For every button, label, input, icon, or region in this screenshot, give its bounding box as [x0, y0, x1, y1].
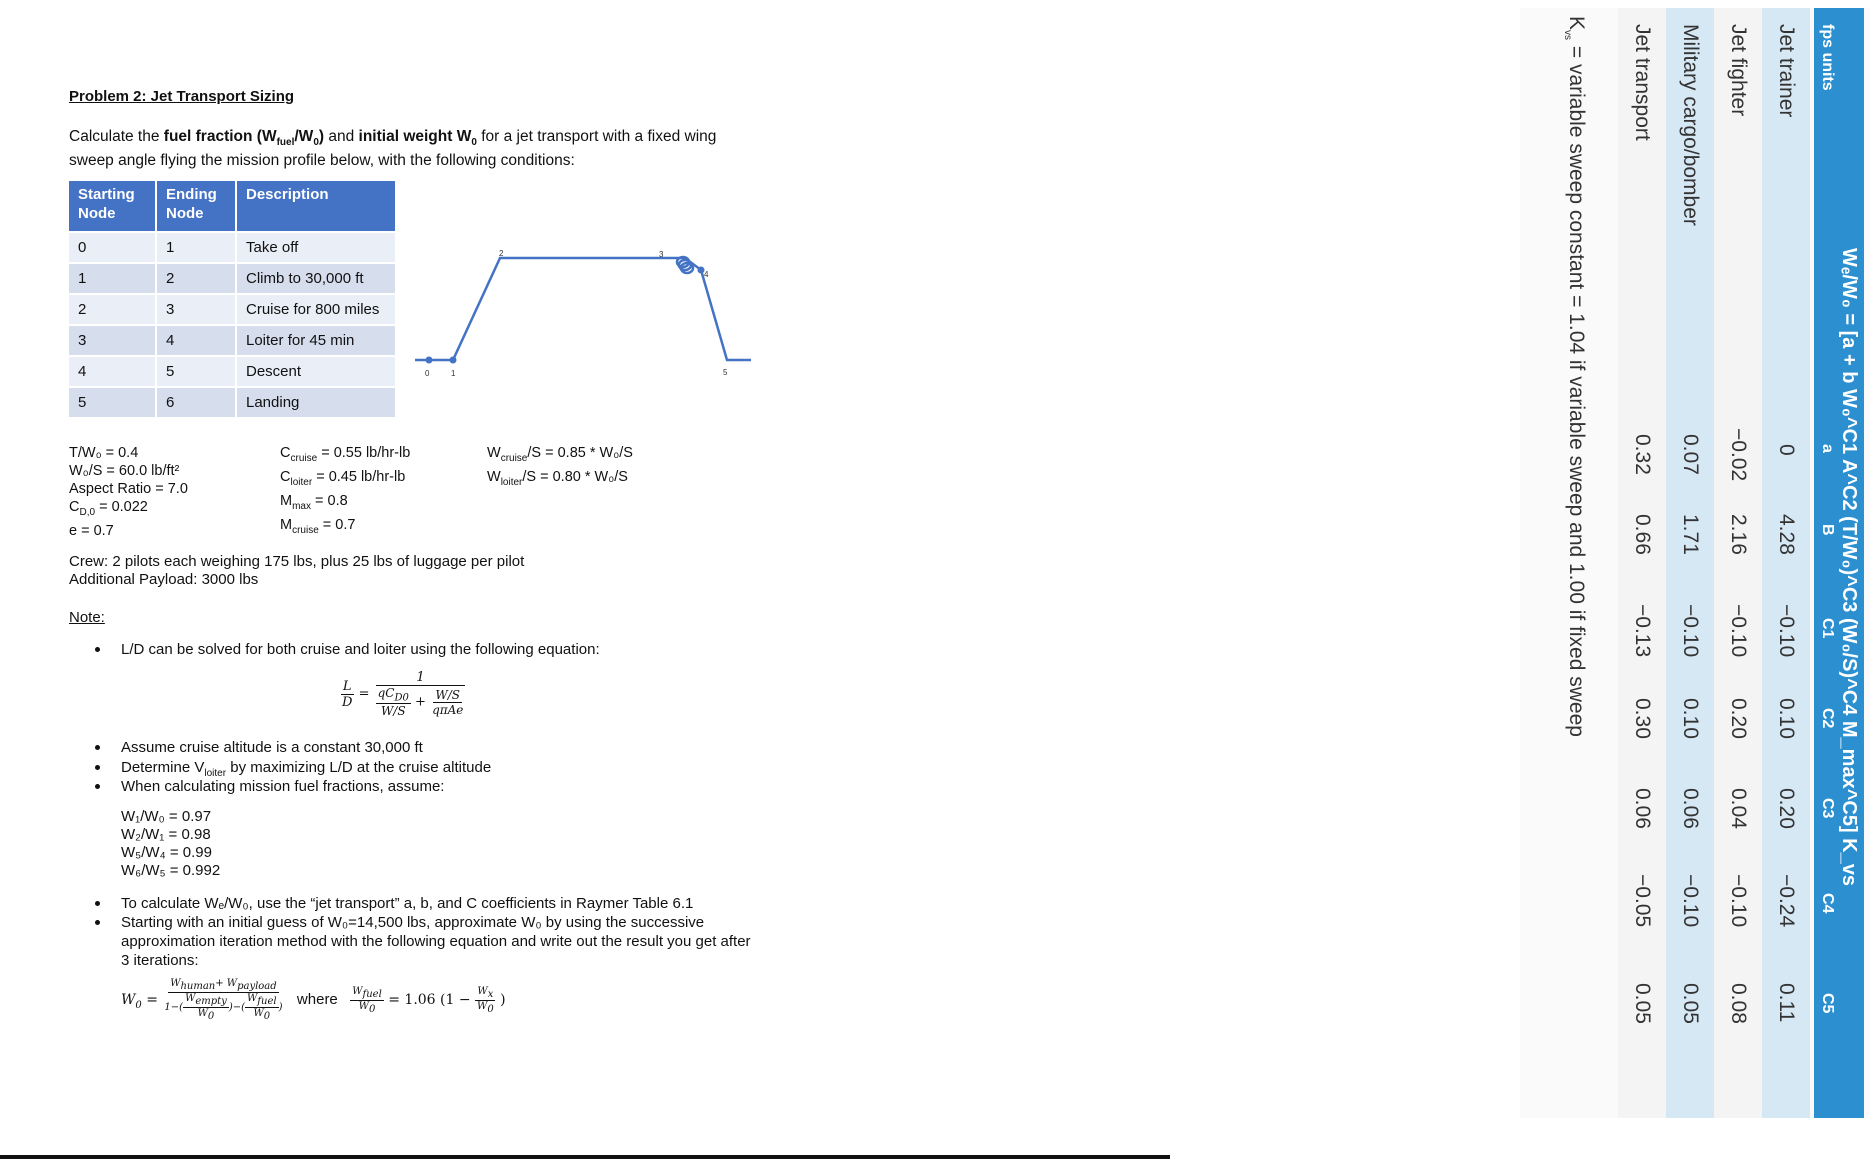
ld-equation: $\frac{L}{D}$ = 1 $\frac{qC_{D0}}{W/S}$ + $\frac{W/S}{\text{qπAe}}$	[342, 670, 464, 719]
cell-a: 0.32	[1631, 434, 1654, 475]
table-row	[69, 326, 397, 357]
table-row	[69, 357, 397, 388]
cell-c1: −0.10	[1727, 604, 1750, 658]
cell-start: 2	[69, 295, 157, 326]
cell-description: Landing	[237, 388, 397, 419]
bullet-dot	[95, 920, 100, 925]
cell-c2: 0.10	[1679, 698, 1702, 739]
bullet-dot	[95, 745, 100, 750]
cell-b: 2.16	[1727, 514, 1750, 555]
cell-b: 4.28	[1775, 514, 1798, 555]
cell-c5: 0.08	[1727, 983, 1750, 1024]
cell-b: 1.71	[1679, 514, 1702, 555]
header-description: Description	[237, 181, 397, 233]
raymer-table-photo	[760, 8, 1860, 1024]
intro-text-2: and	[324, 128, 359, 145]
col-c2: C2	[1819, 708, 1836, 729]
mach-max: $M_{max} = 0.8$	[280, 492, 348, 512]
cell-c2: 0.20	[1727, 698, 1750, 739]
cell-c5: 0.05	[1679, 983, 1702, 1024]
table-row	[1618, 8, 1666, 1118]
cell-a: 0	[1775, 444, 1798, 456]
fraction-w6-w5: W₆/W₅ = 0.992	[121, 862, 221, 879]
w-loiter-loading: $W_{loiter}/S = 0.80 * W_0/S$	[487, 468, 628, 488]
intro-bold-1: fuel fraction $(W_{fuel}/W_0)$	[163, 128, 325, 149]
cell-start: 1	[69, 264, 157, 295]
w0-equation: $W_0$ = $W_{human}+ W_{payload}$ 1−( $\frac{W_{empty}}{W_0}$ )−( $\frac{W_{fuel}}{W_0}$ ) where $\frac{W_{fuel}}{W_0}$ = 1.06 (1 − $\frac{W_x}{W_0}$ )	[121, 978, 506, 1022]
cell-start: 5	[69, 388, 157, 419]
row-name: Jet transport	[1631, 24, 1654, 141]
node-1-point	[450, 357, 457, 364]
col-c4: C4	[1819, 893, 1836, 914]
w-cruise-loading: $W_{cruise}/S = 0.85 * W_0/S$	[487, 445, 633, 464]
note-heading: Note:	[69, 609, 105, 626]
note-bullet-vloiter: Determine $V_{loiter}$ by maximizing L/D at the cruise altitude	[121, 758, 491, 783]
bullet-dot	[95, 901, 100, 906]
note-bullet-ld: L/D can be solved for both cruise and loiter using the following equation:	[121, 640, 600, 659]
bullet-dot	[95, 765, 100, 770]
node-label-2: 2	[499, 249, 504, 258]
header-ending-node: Ending Node	[157, 181, 237, 233]
cell-c3: 0.20	[1775, 788, 1798, 829]
raymer-header-bar	[1814, 8, 1864, 1118]
cell-c3: 0.06	[1631, 788, 1654, 829]
col-c3: C3	[1819, 798, 1836, 819]
intro-bold-2: initial weight $W_0$	[358, 128, 477, 149]
row-name: Military cargo/bomber	[1679, 24, 1702, 226]
raymer-column-headers	[1814, 8, 1836, 1118]
cell-description: Loiter for 45 min	[237, 326, 397, 357]
table-row	[69, 388, 397, 419]
cell-start: 3	[69, 326, 157, 357]
conditions-col-3	[487, 444, 633, 492]
problem-title: Problem 2: Jet Transport Sizing	[69, 88, 295, 105]
node-label-3: 3	[659, 250, 664, 259]
fraction-list	[121, 808, 220, 880]
raymer-footnote: $K_{vs}$ = variable sweep constant = 1.04 if variable sweep and 1.00 if fixed sweep	[1561, 16, 1588, 737]
cell-a: −0.02	[1727, 428, 1750, 482]
fraction-w1-w0: W₁/W₀ = 0.97	[121, 808, 212, 825]
fraction-w2-w1: W₂/W₁ = 0.98	[121, 826, 211, 843]
c-loiter: $C_{loiter} = 0.45$ lb/hr-lb	[280, 468, 406, 488]
node-label-1: 1	[451, 369, 456, 378]
note-bullet-iteration: Starting with an initial guess of W₀=14,500 lbs, approximate W₀ by using the successive approximation iteration method with the following equation and write out the result you get after 3 iterations:	[121, 913, 753, 970]
cell-c4: −0.10	[1679, 874, 1702, 928]
raymer-formula: Wₑ/W₀ = [a + b W₀^C1 A^C2 (T/W₀)^C3 (W₀/S)^C4 M_max^C5] K_vs	[1838, 248, 1860, 886]
row-name: Jet trainer	[1775, 24, 1798, 118]
col-c5: C5	[1819, 993, 1836, 1014]
node-label-5: 5	[723, 368, 728, 377]
bottom-divider	[0, 1155, 1170, 1159]
table-row	[1666, 8, 1714, 1118]
bullet-dot	[95, 647, 100, 652]
cell-c5: 0.11	[1775, 983, 1798, 1023]
cell-c4: −0.24	[1775, 874, 1798, 928]
cell-c4: −0.10	[1727, 874, 1750, 928]
table-row	[1714, 8, 1762, 1118]
intro-text-3: for a jet transport with a fixed wing sweep angle flying the mission profile below, with the following conditions:	[69, 128, 717, 170]
raymer-table-rotated	[1520, 8, 1870, 1118]
cell-description: Climb to 30,000 ft	[237, 264, 397, 295]
header-starting-node: Starting Node	[69, 181, 157, 233]
note-bullet-fractions: When calculating mission fuel fractions, assume:	[121, 777, 444, 796]
mach-cruise: $M_{cruise} = 0.7$	[280, 516, 356, 536]
table-row	[69, 264, 397, 295]
cell-end: 1	[157, 233, 237, 264]
cell-c3: 0.04	[1727, 788, 1750, 829]
cell-description: Cruise for 800 miles	[237, 295, 397, 326]
note-bullet-raymer: To calculate Wₑ/W₀, use the “jet transport” a, b, and C coefficients in Raymer Table 6.1	[121, 894, 751, 913]
conditions-col-2	[280, 444, 410, 540]
problem-intro	[69, 128, 759, 170]
cell-end: 6	[157, 388, 237, 419]
cell-start: 4	[69, 357, 157, 388]
where-text: where	[296, 991, 338, 1008]
cell-c5: 0.05	[1631, 983, 1654, 1024]
raymer-rows	[1600, 8, 1810, 1118]
cell-c1: −0.10	[1775, 604, 1798, 658]
conditions-col-1	[69, 444, 188, 540]
thrust-to-weight: T/W₀ = 0.4	[69, 445, 139, 461]
node-0-point	[426, 357, 433, 364]
table-row	[69, 295, 397, 326]
crew-line: Crew: 2 pilots each weighing 175 lbs, plus 25 lbs of luggage per pilot	[69, 553, 525, 570]
cell-description: Take off	[237, 233, 397, 264]
col-c1: C1	[1819, 618, 1836, 639]
mission-table	[69, 181, 397, 419]
crew-info	[69, 553, 524, 589]
cell-start: 0	[69, 233, 157, 264]
cell-c1: −0.10	[1679, 604, 1702, 658]
node-label-0: 0	[425, 369, 430, 378]
node-label-4: 4	[704, 270, 709, 279]
table-row	[69, 233, 397, 264]
fraction-w5-w4: W₅/W₄ = 0.99	[121, 844, 212, 861]
aspect-ratio: Aspect Ratio = 7.0	[69, 481, 188, 497]
cell-a: 0.07	[1679, 434, 1702, 475]
row-name: Jet fighter	[1727, 24, 1750, 117]
cell-end: 3	[157, 295, 237, 326]
oswald-efficiency: e = 0.7	[69, 522, 114, 539]
cell-end: 5	[157, 357, 237, 388]
table-row	[1762, 8, 1810, 1118]
cell-description: Descent	[237, 357, 397, 388]
mission-profile-diagram	[415, 240, 755, 380]
zero-lift-drag: $C_{D,0} = 0.022$	[69, 499, 148, 518]
cell-end: 2	[157, 264, 237, 295]
bullet-dot	[95, 784, 100, 789]
wing-loading: W₀/S = 60.0 lb/ft²	[69, 463, 180, 479]
intro-text-1: Calculate the	[69, 128, 164, 145]
cell-c2: 0.30	[1631, 698, 1654, 739]
cell-end: 4	[157, 326, 237, 357]
cell-c1: −0.13	[1631, 604, 1654, 658]
note-bullet-altitude: Assume cruise altitude is a constant 30,000 ft	[121, 738, 423, 757]
cell-c2: 0.10	[1775, 698, 1798, 739]
col-b: B	[1819, 524, 1836, 536]
col-a: a	[1819, 444, 1836, 453]
c-cruise: $C_{cruise} = 0.55$ lb/hr-lb	[280, 445, 411, 464]
cell-b: 0.66	[1631, 514, 1654, 555]
cell-c4: −0.05	[1631, 874, 1654, 928]
cell-c3: 0.06	[1679, 788, 1702, 829]
col-fps-units: fps units	[1819, 24, 1836, 91]
payload-line: Additional Payload: 3000 lbs	[69, 571, 259, 588]
